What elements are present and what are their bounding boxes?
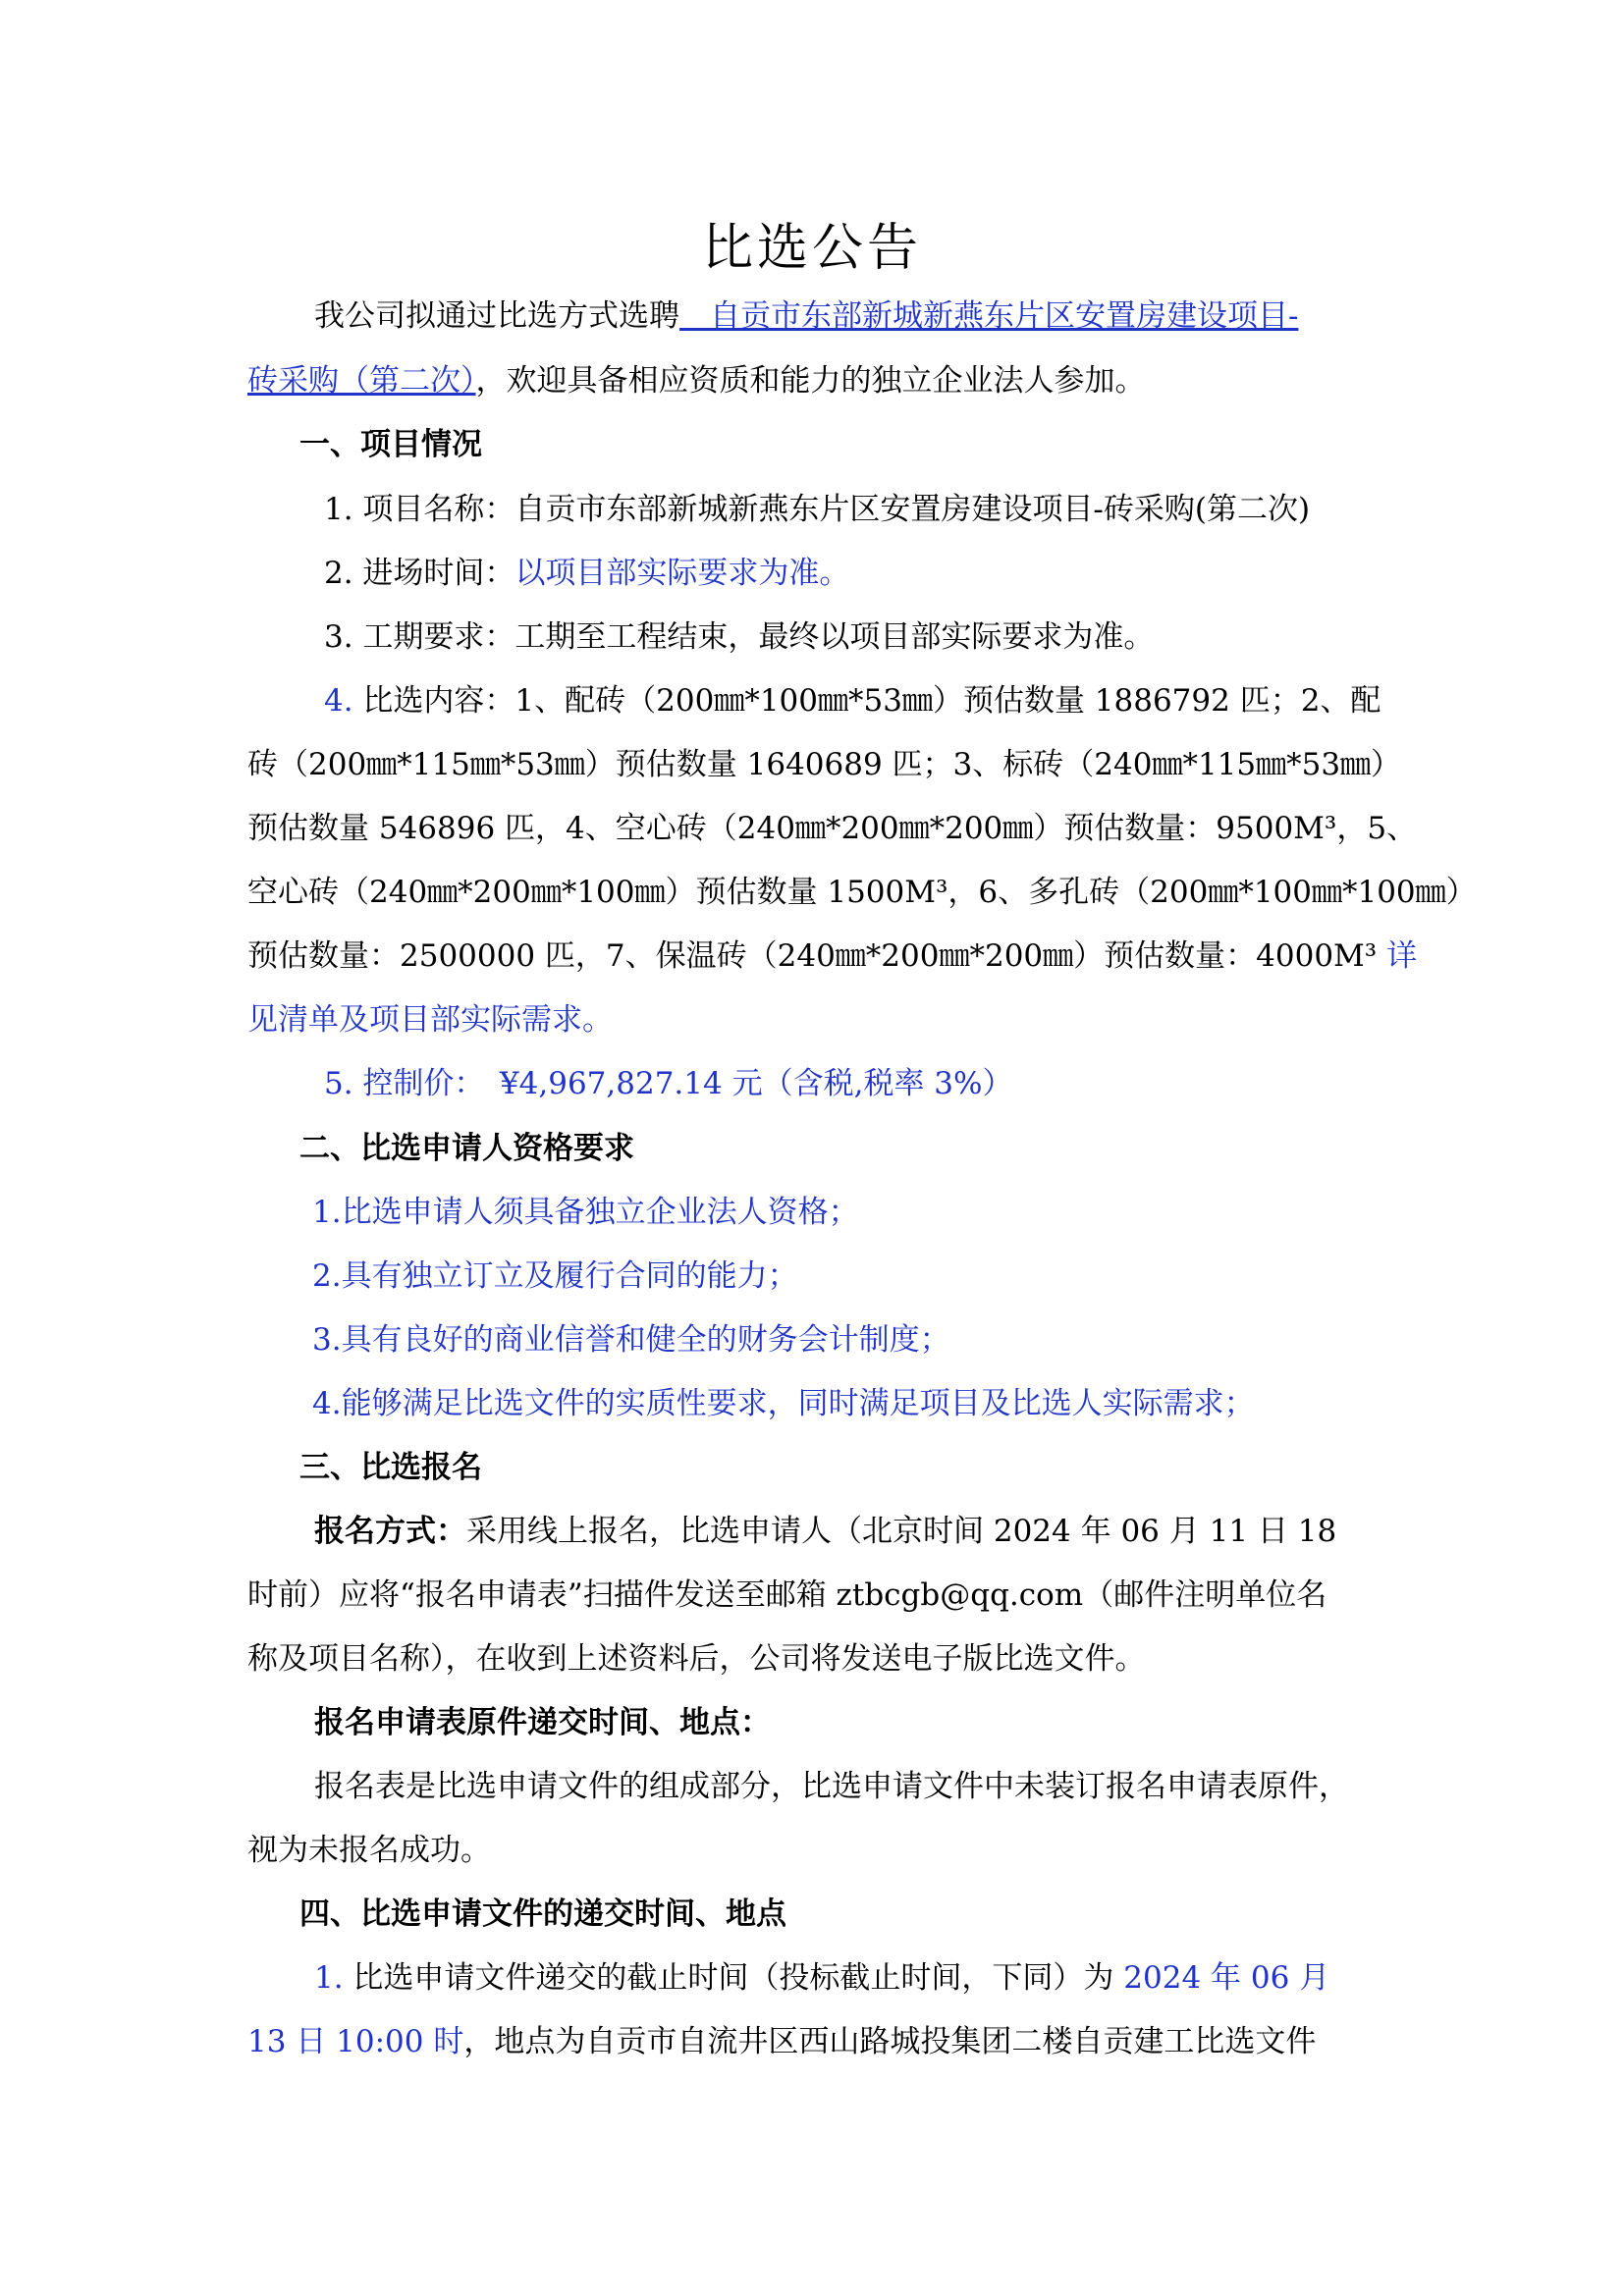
qualification-item-4: 4.能够满足比选文件的实质性要求，同时满足项目及比选人实际需求； [312, 1386, 1255, 1421]
registration-method-line-2: 时前）应将“报名申请表”扫描件发送至邮箱 ztbcgb@qq.com（邮件注明单位名 [247, 1577, 1327, 1613]
project-name-item: 1. 项目名称：自贡市东部新城新燕东片区安置房建设项目-砖采购(第二次) [324, 492, 1311, 527]
control-price-item [324, 1062, 1012, 1105]
section-1-heading: 一、项目情况 [299, 427, 482, 462]
deadline-date-1: 2024 年 06 月 [1123, 1960, 1330, 1996]
submission-heading: 报名申请表原件递交时间、地点： [314, 1705, 771, 1740]
qualification-item-1: 1.比选申请人须具备独立企业法人资格； [312, 1195, 859, 1230]
content-item-text-5b: 详 [1386, 938, 1418, 974]
deadline-text-2: ，地点为自贡市自流井区西山路城投集团二楼自贡建工比选文件 [463, 2024, 1317, 2059]
submission-line-2: 视为未报名成功。 [247, 1833, 491, 1868]
deadline-item-number: 1. [314, 1960, 344, 1996]
content-item-line-4: 空心砖（240㎜*200㎜*100㎜）预估数量 1500M³，6、多孔砖（200㎜*100㎜*100㎜） [247, 875, 1477, 910]
content-item-line-3: 预估数量 546896 匹，4、空心砖（240㎜*200㎜*200㎜）预估数量：9500M³，5、 [247, 811, 1418, 846]
intro-line-2 [247, 359, 1146, 402]
section-3-heading: 三、比选报名 [299, 1450, 482, 1485]
qualification-item-2: 2.具有独立订立及履行合同的能力； [312, 1258, 798, 1294]
submission-line-1: 报名表是比选申请文件的组成部分，比选申请文件中未装订报名申请表原件， [314, 1769, 1349, 1804]
content-item-text-1: 比选内容：1、配砖（200㎜*100㎜*53㎜）预估数量 1886792 匹；2、配 [352, 683, 1381, 719]
project-name-link-cont[interactable]: 砖采购（第二次） [247, 363, 476, 399]
content-item-number: 4. [324, 683, 353, 719]
registration-method-label: 报名方式： [314, 1514, 466, 1549]
section-2-heading: 二、比选申请人资格要求 [299, 1131, 634, 1166]
intro-suffix: ，欢迎具备相应资质和能力的独立企业法人参加。 [475, 363, 1146, 399]
content-item-line-6: 见清单及项目部实际需求。 [247, 1002, 613, 1038]
control-price-value: ¥4,967,827.14 元（含税,税率 3%） [468, 1066, 1013, 1101]
control-price-label: 5. 控制价： [324, 1066, 469, 1101]
deadline-line-1 [314, 1956, 1329, 2000]
duration-item: 3. 工期要求：工期至工程结束，最终以项目部实际要求为准。 [324, 619, 1155, 655]
registration-method-text-1: 采用线上报名，比选申请人（北京时间 2024 年 06 月 11 日 18 [466, 1514, 1337, 1549]
registration-method-line-1 [314, 1510, 1336, 1553]
qualification-item-3: 3.具有良好的商业信誉和健全的财务会计制度； [312, 1322, 950, 1358]
entry-time-value: 以项目部实际要求为准。 [514, 556, 850, 591]
section-4-heading: 四、比选申请文件的递交时间、地点 [299, 1896, 786, 1932]
deadline-date-2: 13 日 10:00 时 [247, 2024, 464, 2059]
content-item-line-2: 砖（200㎜*115㎜*53㎜）预估数量 1640689 匹；3、标砖（240㎜*115㎜*53㎜） [247, 747, 1402, 782]
registration-method-line-3: 称及项目名称），在收到上述资料后，公司将发送电子版比选文件。 [247, 1641, 1146, 1677]
content-item-line-5 [247, 934, 1417, 978]
document-title: 比选公告 [701, 219, 922, 278]
content-item-text-5: 预估数量：2500000 匹，7、保温砖（240㎜*200㎜*200㎜）预估数量：4000M³ [247, 938, 1387, 974]
entry-time-item [324, 552, 849, 595]
project-name-link[interactable]: 自贡市东部新城新燕东片区安置房建设项目- [679, 298, 1299, 334]
intro-line-1 [314, 294, 1298, 338]
content-item-line-1 [324, 679, 1380, 722]
intro-prefix: 我公司拟通过比选方式选聘 [314, 298, 679, 334]
deadline-text-1: 比选申请文件递交的截止时间（投标截止时间，下同）为 [343, 1960, 1124, 1996]
deadline-line-2 [247, 2020, 1316, 2063]
entry-time-label: 2. 进场时间： [324, 556, 515, 591]
